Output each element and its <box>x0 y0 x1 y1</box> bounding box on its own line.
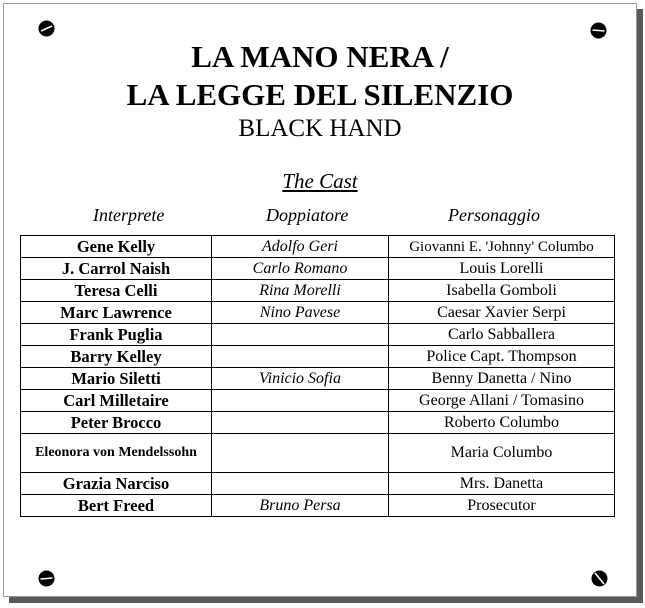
role-cell: Police Capt. Thompson <box>389 346 615 368</box>
role-cell: Caesar Xavier Serpi <box>389 302 615 324</box>
actor-cell: Mario Siletti <box>21 368 212 390</box>
role-cell: Roberto Columbo <box>389 412 615 434</box>
actor-cell: Bert Freed <box>21 495 212 517</box>
table-row <box>21 473 615 495</box>
table-row <box>21 302 615 324</box>
dubber-cell <box>212 390 389 412</box>
role-cell: Prosecutor <box>389 495 615 517</box>
actor-cell: Grazia Narciso <box>21 473 212 495</box>
actor-cell: Peter Brocco <box>21 412 212 434</box>
cast-table <box>20 235 615 517</box>
dubber-cell <box>212 473 389 495</box>
screw-icon-top-right <box>590 22 607 39</box>
column-header-doppiatore: Doppiatore <box>266 205 349 225</box>
dubber-cell: Nino Pavese <box>212 302 389 324</box>
dubber-cell <box>212 346 389 368</box>
column-header-interprete: Interprete <box>93 205 165 225</box>
dubber-cell: Carlo Romano <box>212 258 389 280</box>
table-row <box>21 236 615 258</box>
actor-cell: Barry Kelley <box>21 346 212 368</box>
role-cell: George Allani / Tomasino <box>389 390 615 412</box>
screw-icon-bottom-right <box>591 570 608 587</box>
actor-cell: Marc Lawrence <box>21 302 212 324</box>
role-cell: Giovanni E. 'Johnny' Columbo <box>389 236 615 258</box>
actor-cell: Eleonora von Mendelssohn <box>21 434 212 473</box>
dubber-cell: Rina Morelli <box>212 280 389 302</box>
dubber-cell: Bruno Persa <box>212 495 389 517</box>
screw-icon-top-left <box>38 20 55 37</box>
screw-icon-bottom-left <box>38 570 55 587</box>
plaque <box>3 3 637 597</box>
actor-cell: J. Carrol Naish <box>21 258 212 280</box>
table-row <box>21 390 615 412</box>
table-row <box>21 280 615 302</box>
cast-heading: The Cast <box>282 169 358 193</box>
role-cell: Carlo Sabballera <box>389 324 615 346</box>
role-cell: Mrs. Danetta <box>389 473 615 495</box>
table-row <box>21 495 615 517</box>
table-row <box>21 258 615 280</box>
table-row <box>21 368 615 390</box>
title-line-1: LA MANO NERA / <box>191 39 449 74</box>
actor-cell: Frank Puglia <box>21 324 212 346</box>
table-row <box>21 324 615 346</box>
role-cell: Benny Danetta / Nino <box>389 368 615 390</box>
role-cell: Louis Lorelli <box>389 258 615 280</box>
dubber-cell <box>212 324 389 346</box>
actor-cell: Gene Kelly <box>21 236 212 258</box>
column-header-personaggio: Personaggio <box>448 205 540 225</box>
role-cell: Isabella Gomboli <box>389 280 615 302</box>
table-row <box>21 412 615 434</box>
table-row <box>21 434 615 473</box>
dubber-cell <box>212 412 389 434</box>
role-cell: Maria Columbo <box>389 434 615 473</box>
title-line-2: LA LEGGE DEL SILENZIO <box>126 77 514 112</box>
actor-cell: Carl Milletaire <box>21 390 212 412</box>
subtitle: BLACK HAND <box>238 115 402 142</box>
table-row <box>21 346 615 368</box>
dubber-cell: Vinicio Sofia <box>212 368 389 390</box>
actor-cell: Teresa Celli <box>21 280 212 302</box>
dubber-cell <box>212 434 389 473</box>
dubber-cell: Adolfo Geri <box>212 236 389 258</box>
